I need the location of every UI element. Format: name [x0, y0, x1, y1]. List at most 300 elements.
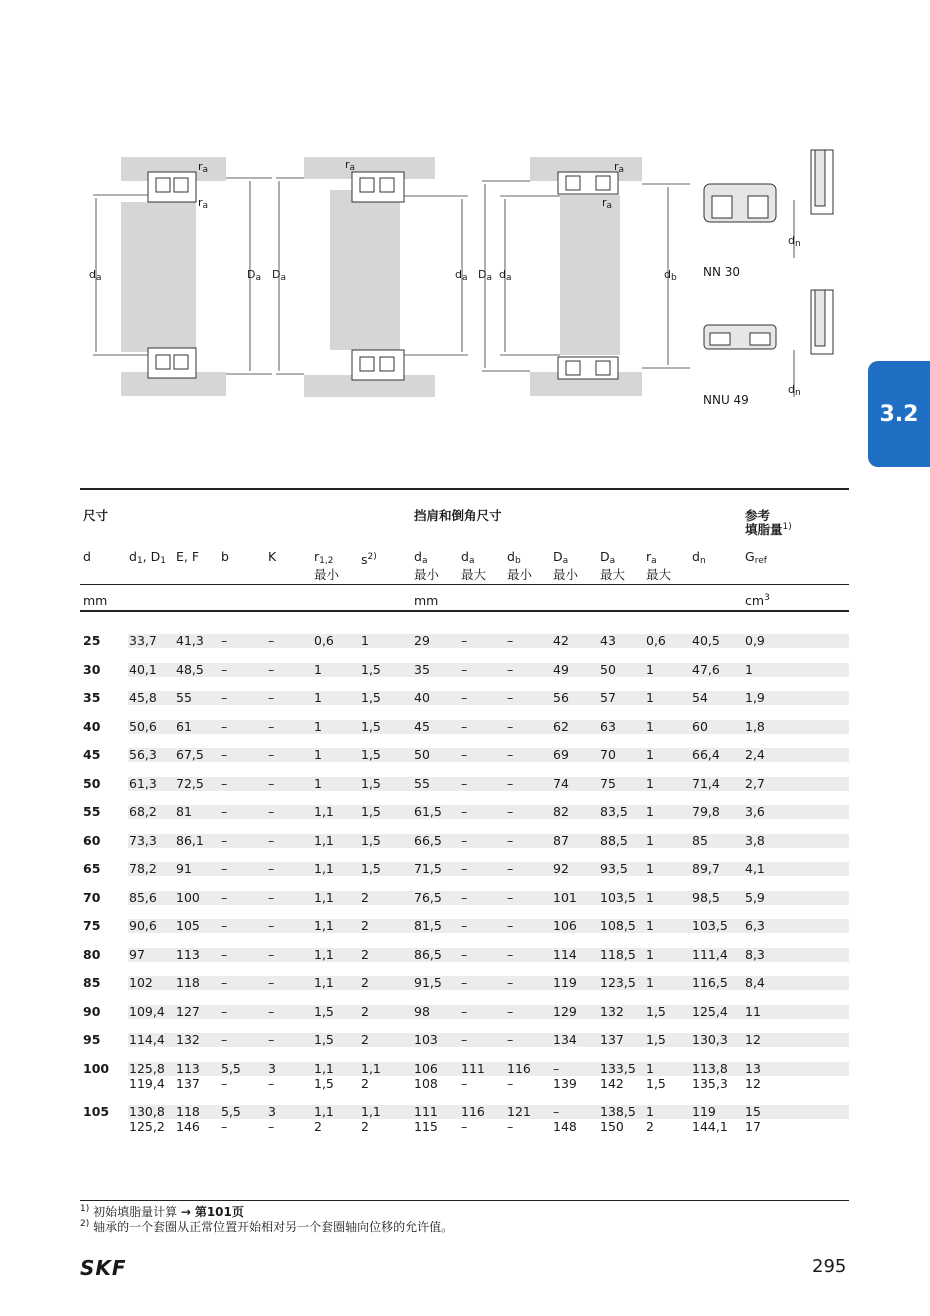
table-cell: –: [507, 747, 514, 762]
table-cell: –: [268, 861, 275, 876]
table-cell: –: [461, 1118, 468, 1134]
table-cell: 1: [646, 1060, 654, 1076]
table-cell: 1,5: [646, 1075, 666, 1091]
table-cell: 76,5: [414, 889, 442, 905]
table-cell: –: [461, 633, 468, 648]
table-cell: 144,1: [692, 1118, 728, 1134]
table-cell: 56,3: [129, 747, 157, 762]
table-cell: 109,4: [129, 1003, 165, 1019]
table-cell: 70: [600, 747, 616, 762]
table-cell: 1,1: [361, 1060, 381, 1076]
table-cell: 1: [646, 889, 654, 905]
table-cell: 101: [553, 889, 577, 905]
label-nn30: NN 30: [703, 265, 741, 279]
table-cell: 82: [553, 804, 569, 819]
table-cell: 137: [600, 1032, 624, 1047]
table-cell: –: [221, 889, 228, 905]
table-cell: 91,5: [414, 975, 442, 990]
table-cell: –: [221, 1003, 228, 1019]
table-cell: –: [507, 832, 514, 848]
table-cell: 40,1: [129, 661, 157, 677]
table-cell: 1,5: [314, 1032, 334, 1047]
row-band: [128, 1033, 849, 1047]
table-cell: 50: [83, 775, 101, 791]
table-cell: 5,9: [745, 889, 765, 905]
table-cell: 57: [600, 690, 616, 705]
table-cell: 2: [361, 946, 369, 962]
unit-mm-mid: mm: [414, 593, 439, 608]
table-cell: –: [507, 889, 514, 905]
table-cell: 0,9: [745, 633, 765, 648]
table-cell: 1,1: [314, 946, 334, 962]
table-row: [80, 891, 849, 905]
table-cell: 102: [129, 975, 153, 990]
table-cell: 108,5: [600, 918, 636, 933]
table-cell: 50: [600, 661, 616, 677]
table-cell: –: [221, 633, 228, 648]
table-cell: 98: [414, 1003, 430, 1019]
table-cell: –: [461, 775, 468, 791]
table-cell: –: [221, 804, 228, 819]
table-cell: 85: [83, 975, 101, 990]
table-cell: 81: [176, 804, 192, 819]
table-cell: 56: [553, 690, 569, 705]
table-cell: 65: [83, 861, 101, 876]
table-cell: 81,5: [414, 918, 442, 933]
table-row: [80, 663, 849, 677]
table-cell: 30: [83, 661, 101, 677]
table-cell: 125,8: [129, 1060, 165, 1076]
table-cell: 2: [361, 1118, 369, 1134]
table-cell: 1,5: [361, 747, 381, 762]
row-band: [128, 663, 849, 677]
table-cell: –: [221, 747, 228, 762]
table-cell: –: [268, 747, 275, 762]
table-cell: 55: [176, 690, 192, 705]
table-row: [80, 919, 849, 933]
table-cell: –: [268, 633, 275, 648]
section-tab: 3.2: [868, 361, 930, 467]
table-cell: 85,6: [129, 889, 157, 905]
table-row: [80, 1077, 849, 1091]
table-cell: 1: [646, 1103, 654, 1119]
table-cell: 114: [553, 946, 577, 962]
table-cell: 1: [646, 861, 654, 876]
row-band: [128, 691, 849, 705]
table-cell: 54: [692, 690, 708, 705]
table-cell: 29: [414, 633, 430, 648]
table-cell: –: [461, 718, 468, 734]
table-cell: 1,5: [361, 832, 381, 848]
table-cell: 106: [553, 918, 577, 933]
table-cell: –: [461, 804, 468, 819]
table-cell: 55: [414, 775, 430, 791]
table-cell: 78,2: [129, 861, 157, 876]
table-cell: –: [507, 633, 514, 648]
header-grease: 填脂量$^{1)}$: [745, 522, 792, 537]
table-cell: 118: [176, 975, 200, 990]
column-header: $G_{ref}$: [745, 549, 767, 566]
table-cell: –: [268, 889, 275, 905]
row-band: [128, 862, 849, 876]
table-cell: 105: [83, 1103, 110, 1119]
table-cell: 1: [314, 661, 322, 677]
diagram-1: [93, 157, 272, 396]
table-cell: 1,1: [361, 1103, 381, 1119]
table-cell: 90,6: [129, 918, 157, 933]
table-cell: 0,6: [646, 633, 666, 648]
column-header: $s^{2)}$: [361, 552, 377, 567]
table-cell: –: [221, 861, 228, 876]
table-cell: 74: [553, 775, 569, 791]
table-cell: –: [268, 661, 275, 677]
row-band: [128, 976, 849, 990]
table-cell: 97: [129, 946, 145, 962]
table-cell: 127: [176, 1003, 200, 1019]
table-cell: 66,5: [414, 832, 442, 848]
table-cell: 85: [692, 832, 708, 848]
table-cell: 71,5: [414, 861, 442, 876]
page-number: 295: [812, 1256, 847, 1277]
table-cell: 1,5: [314, 1075, 334, 1091]
row-band: [128, 948, 849, 962]
table-cell: 1,1: [314, 975, 334, 990]
table-cell: 49: [553, 661, 569, 677]
table-row: [80, 834, 849, 848]
table-cell: 42: [553, 633, 569, 648]
table-row: [80, 634, 849, 648]
table-cell: 2: [361, 918, 369, 933]
table-cell: 1: [646, 775, 654, 791]
table-cell: –: [221, 661, 228, 677]
table-cell: 1: [314, 690, 322, 705]
table-cell: 113,8: [692, 1060, 728, 1076]
label-ra-2: $r_a$: [198, 196, 209, 211]
diagram-3: [482, 157, 690, 396]
table-cell: 35: [414, 661, 430, 677]
table-cell: 62: [553, 718, 569, 734]
table-cell: 142: [600, 1075, 624, 1091]
table-cell: 75: [83, 918, 101, 933]
diagram-2: [276, 157, 468, 397]
row-band: [128, 919, 849, 933]
unit-cm3: $cm^3$: [745, 593, 770, 608]
table-cell: 1,8: [745, 718, 765, 734]
table-cell: –: [268, 1075, 275, 1091]
table-cell: 61,3: [129, 775, 157, 791]
table-cell: –: [268, 1032, 275, 1047]
row-band: [128, 1005, 849, 1019]
unit-mm-left: mm: [83, 593, 108, 608]
label-dn-2: $d_n$: [788, 383, 801, 398]
table-cell: 1: [646, 747, 654, 762]
table-row: [80, 805, 849, 819]
table-cell: 115: [414, 1118, 438, 1134]
table-cell: 1,1: [314, 1060, 334, 1076]
table-cell: 90: [83, 1003, 101, 1019]
table-cell: –: [461, 975, 468, 990]
table-cell: 1,5: [314, 1003, 334, 1019]
table-cell: 2: [646, 1118, 654, 1134]
table-cell: 2: [314, 1118, 322, 1134]
table-row: [80, 862, 849, 876]
table-cell: 70: [83, 889, 101, 905]
table-cell: –: [507, 775, 514, 791]
table-cell: 1: [314, 747, 322, 762]
table-cell: 1: [361, 633, 369, 648]
table-cell: 1,1: [314, 889, 334, 905]
row-band: [128, 891, 849, 905]
column-header: $d_b$ 最小: [507, 549, 533, 582]
table-cell: –: [268, 1003, 275, 1019]
table-cell: –: [268, 918, 275, 933]
table-cell: –: [268, 804, 275, 819]
table-cell: 87: [553, 832, 569, 848]
table-cell: 2: [361, 1032, 369, 1047]
table-cell: 1,1: [314, 804, 334, 819]
table-cell: 2: [361, 889, 369, 905]
table-cell: 1,5: [646, 1003, 666, 1019]
table-cell: 1: [646, 804, 654, 819]
table-cell: 17: [745, 1118, 761, 1134]
table-cell: 0,6: [314, 633, 334, 648]
label-db: $d_b$: [664, 268, 677, 283]
table-cell: 11: [745, 1003, 761, 1019]
table-cell: 3: [268, 1103, 276, 1119]
table-cell: –: [461, 1032, 468, 1047]
table-cell: –: [221, 775, 228, 791]
table-cell: 1: [646, 661, 654, 677]
table-cell: 123,5: [600, 975, 636, 990]
table-cell: 118,5: [600, 946, 636, 962]
table-cell: 113: [176, 1060, 200, 1076]
footnote-link[interactable]: 第101页: [194, 1205, 244, 1219]
table-cell: 69: [553, 747, 569, 762]
column-header: $d_a$ 最小: [414, 549, 440, 582]
table-row: [80, 948, 849, 962]
table-cell: 12: [745, 1075, 761, 1091]
table-cell: 2,7: [745, 775, 765, 791]
table-cell: 118: [176, 1103, 200, 1119]
table-row: [80, 1005, 849, 1019]
table-cell: 60: [83, 832, 101, 848]
table-cell: –: [221, 975, 228, 990]
table-cell: 103,5: [600, 889, 636, 905]
table-cell: 1,1: [314, 918, 334, 933]
table-cell: 129: [553, 1003, 577, 1019]
table-cell: 40: [414, 690, 430, 705]
table-cell: –: [507, 1003, 514, 1019]
table-cell: 111,4: [692, 946, 728, 962]
table-cell: 1: [314, 718, 322, 734]
row-band: [128, 777, 849, 791]
table-cell: 2,4: [745, 747, 765, 762]
column-header: E, F: [176, 549, 200, 564]
table-cell: 86,1: [176, 832, 204, 848]
row-band: [128, 634, 849, 648]
table-cell: 6,3: [745, 918, 765, 933]
table-cell: 40: [83, 718, 101, 734]
nnu49-diagram: [704, 290, 833, 397]
skf-logo: SKF: [80, 1256, 127, 1280]
table-cell: 35: [83, 690, 101, 705]
table-cell: 103: [414, 1032, 438, 1047]
table-cell: –: [461, 832, 468, 848]
table-cell: 2: [361, 1003, 369, 1019]
table-cell: 45,8: [129, 690, 157, 705]
table-cell: –: [461, 1003, 468, 1019]
table-cell: 50: [414, 747, 430, 762]
table-cell: 13: [745, 1060, 761, 1076]
table-cell: 1,1: [314, 832, 334, 848]
label-dn-1: $d_n$: [788, 234, 801, 249]
table-cell: 1,5: [361, 718, 381, 734]
table-cell: 106: [414, 1060, 438, 1076]
table-cell: –: [507, 718, 514, 734]
label-Da-2: $D_a$: [272, 268, 286, 283]
table-cell: –: [507, 946, 514, 962]
table-cell: 8,3: [745, 946, 765, 962]
table-cell: 116: [461, 1103, 485, 1119]
table-cell: 111: [414, 1103, 438, 1119]
table-cell: 146: [176, 1118, 200, 1134]
table-cell: 130,8: [129, 1103, 165, 1119]
table-row: [80, 1033, 849, 1047]
table-cell: –: [461, 661, 468, 677]
label-ra-3: $r_a$: [345, 158, 356, 173]
table-cell: –: [221, 690, 228, 705]
table-cell: 1: [745, 661, 753, 677]
label-da-2: $d_a$: [455, 268, 468, 283]
table-cell: –: [461, 946, 468, 962]
table-cell: 139: [553, 1075, 577, 1091]
table-cell: 1: [646, 690, 654, 705]
table-cell: –: [268, 775, 275, 791]
table-cell: 2: [361, 1075, 369, 1091]
table-cell: 121: [507, 1103, 531, 1119]
table-cell: 95: [83, 1032, 101, 1047]
table-cell: 68,2: [129, 804, 157, 819]
table-cell: 135,3: [692, 1075, 728, 1091]
table-cell: 88,5: [600, 832, 628, 848]
table-cell: 108: [414, 1075, 438, 1091]
table-cell: 1: [646, 718, 654, 734]
table-cell: –: [268, 946, 275, 962]
table-cell: 4,1: [745, 861, 765, 876]
table-cell: 15: [745, 1103, 761, 1119]
table-cell: 67,5: [176, 747, 204, 762]
table-top-rule: [80, 488, 849, 490]
table-cell: 100: [83, 1060, 110, 1076]
table-cell: –: [221, 946, 228, 962]
table-cell: 12: [745, 1032, 761, 1047]
table-cell: 3: [268, 1060, 276, 1076]
table-row: [80, 777, 849, 791]
table-cell: 25: [83, 633, 101, 648]
column-header: $d_n$: [692, 549, 706, 566]
label-da-1: $d_a$: [89, 268, 102, 283]
table-cell: 1,5: [361, 661, 381, 677]
table-cell: –: [461, 747, 468, 762]
table-cell: 48,5: [176, 661, 204, 677]
table-cell: –: [461, 1075, 468, 1091]
table-cell: 1: [314, 775, 322, 791]
footer-rule: [80, 1200, 849, 1201]
table-cell: 1: [646, 832, 654, 848]
label-Da-3: $D_a$: [478, 268, 492, 283]
header-dimensions: 尺寸: [83, 508, 109, 523]
table-cell: –: [268, 975, 275, 990]
table-cell: 73,3: [129, 832, 157, 848]
table-cell: –: [507, 975, 514, 990]
table-cell: 105: [176, 918, 200, 933]
table-cell: 86,5: [414, 946, 442, 962]
table-row: [80, 1062, 849, 1076]
table-cell: 1,9: [745, 690, 765, 705]
column-header: $r_{1,2}$ 最小: [314, 549, 340, 582]
table-cell: 1: [646, 918, 654, 933]
table-cell: 116,5: [692, 975, 728, 990]
column-header: d: [83, 549, 91, 564]
table-cell: 60: [692, 718, 708, 734]
table-cell: –: [221, 1118, 228, 1134]
table-cell: 61: [176, 718, 192, 734]
table-cell: –: [461, 889, 468, 905]
table-cell: –: [268, 1118, 275, 1134]
label-Da-1: $D_a$: [247, 268, 261, 283]
table-cell: 89,7: [692, 861, 720, 876]
table-cell: 1,1: [314, 1103, 334, 1119]
table-cell: –: [553, 1103, 560, 1119]
table-cell: 116: [507, 1060, 531, 1076]
table-cell: –: [268, 832, 275, 848]
table-cell: 150: [600, 1118, 624, 1134]
table-cell: –: [507, 861, 514, 876]
table-cell: 66,4: [692, 747, 720, 762]
column-header: $d_1$, $D_1$: [129, 549, 166, 566]
table-cell: –: [221, 1032, 228, 1047]
column-header: $d_a$ 最大: [461, 549, 487, 582]
table-cell: 98,5: [692, 889, 720, 905]
table-cell: 91: [176, 861, 192, 876]
table-cell: 111: [461, 1060, 485, 1076]
table-cell: 114,4: [129, 1032, 165, 1047]
table-cell: 3,8: [745, 832, 765, 848]
table-cell: 41,3: [176, 633, 204, 648]
table-cell: 119: [692, 1103, 716, 1119]
table-cell: 50,6: [129, 718, 157, 734]
table-cell: 125,4: [692, 1003, 728, 1019]
table-cell: 92: [553, 861, 569, 876]
table-cell: 100: [176, 889, 200, 905]
table-cell: 134: [553, 1032, 577, 1047]
label-ra-1: $r_a$: [198, 160, 209, 175]
label-nnu49: NNU 49: [703, 393, 749, 407]
table-cell: –: [507, 804, 514, 819]
table-cell: 61,5: [414, 804, 442, 819]
table-cell: 137: [176, 1075, 200, 1091]
table-cell: –: [507, 1118, 514, 1134]
table-cell: 132: [176, 1032, 200, 1047]
table-row: [80, 748, 849, 762]
table-cell: 1,5: [361, 775, 381, 791]
table-cell: –: [461, 690, 468, 705]
nn30-diagram: [704, 150, 833, 258]
table-cell: 5,5: [221, 1060, 241, 1076]
table-cell: –: [461, 918, 468, 933]
row-band: [128, 805, 849, 819]
table-row: [80, 1105, 849, 1119]
